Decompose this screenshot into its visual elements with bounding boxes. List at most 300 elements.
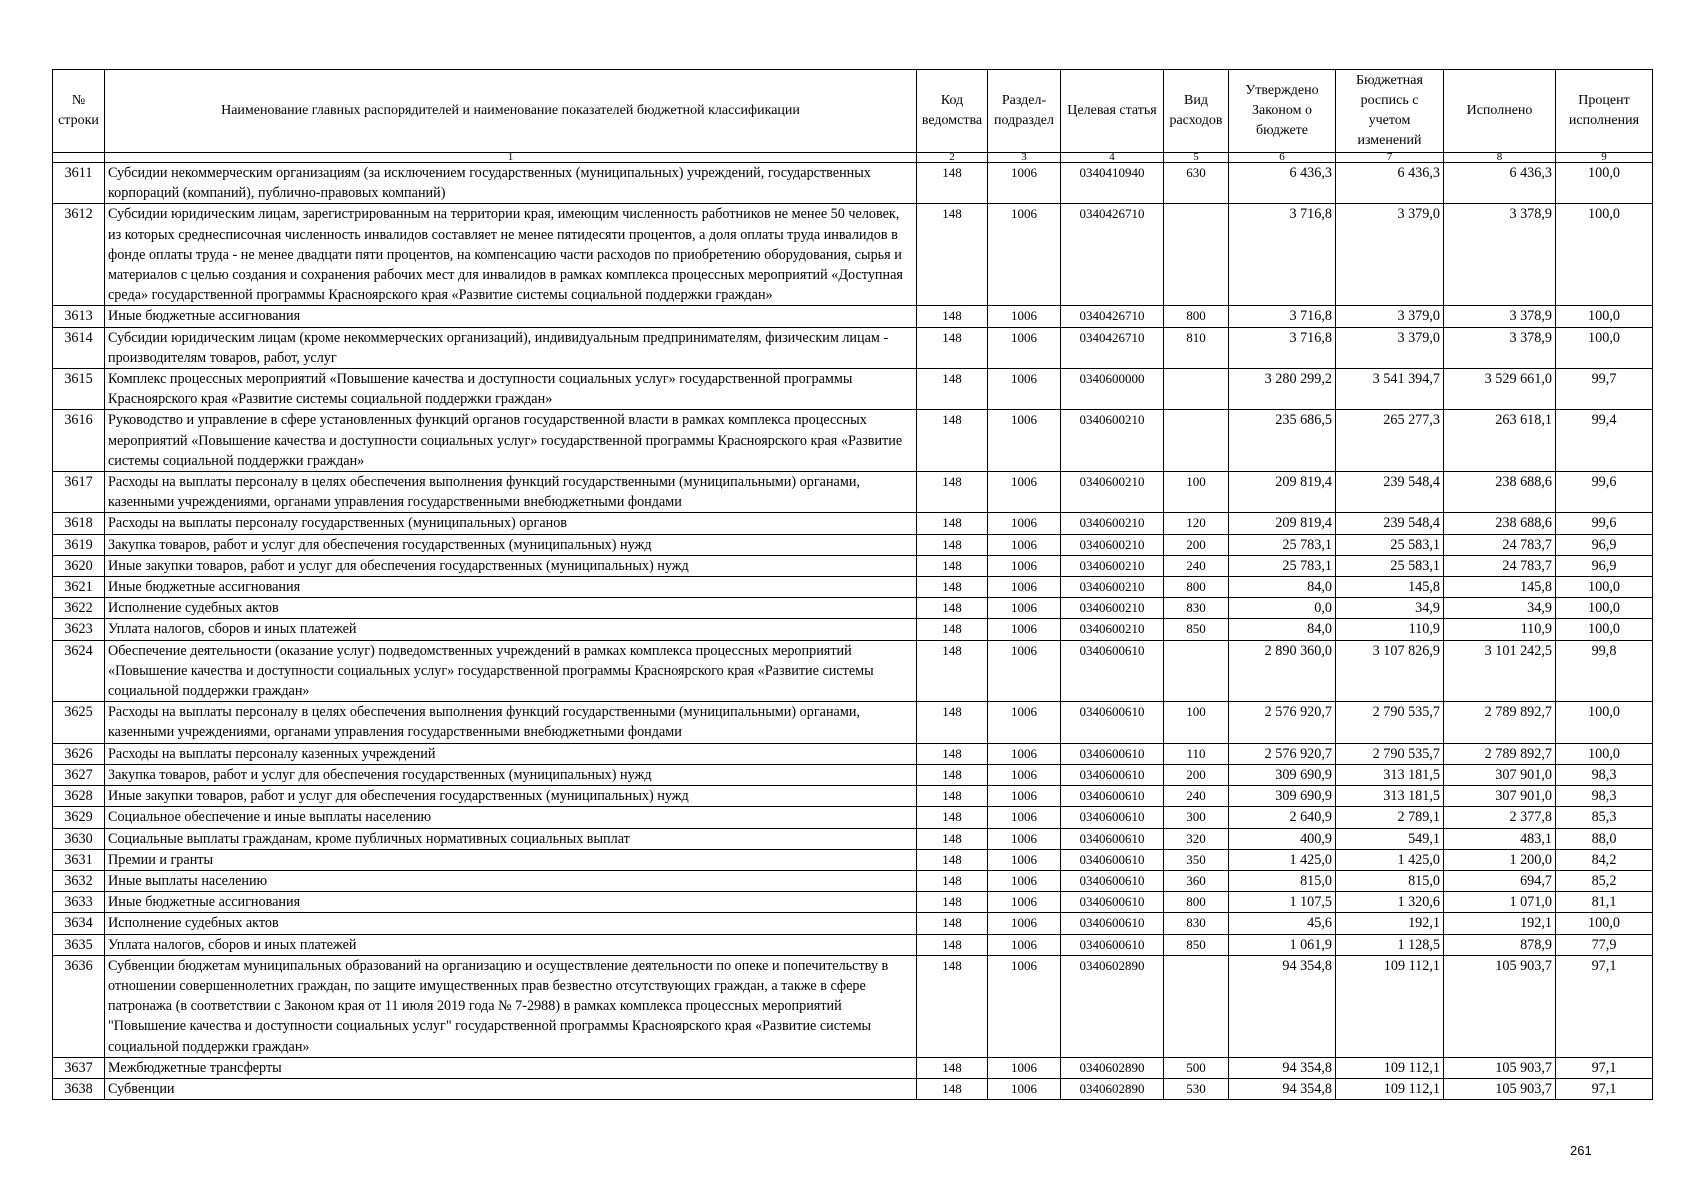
row-name: Субсидии юридическим лицам, зарегистрированным на территории края, имеющим численность работников не менее 50 человек, из которых среднесписочная численность инвалидов составляет не менее пятидесяти процентов, а доля оплаты труда инвалидов в фонде оплаты труда - не менее двадцати пяти процентов, на компенсацию части расходов по приобретению оборудования, сырья и материалов с целью создания и сохранения рабочих мест для инвалидов в рамках комплекса процессных мероприятий «Доступная среда» государственной программы Красноярского края «Развитие системы социальной поддержки граждан» (105, 204, 917, 306)
row-name: Уплата налогов, сборов и иных платежей (105, 934, 917, 955)
execution-percent: 100,0 (1556, 204, 1653, 306)
execution-percent: 99,6 (1556, 472, 1653, 513)
target-article: 0340600610 (1061, 934, 1164, 955)
target-article: 0340600610 (1061, 892, 1164, 913)
target-article: 0340600610 (1061, 640, 1164, 702)
row-name: Расходы на выплаты персоналу государственных (муниципальных) органов (105, 513, 917, 534)
row-number: 3636 (53, 955, 105, 1057)
target-article: 0340600210 (1061, 534, 1164, 555)
section-code: 1006 (988, 955, 1061, 1057)
section-code: 1006 (988, 913, 1061, 934)
executed-amount: 694,7 (1444, 870, 1556, 891)
row-name: Иные бюджетные ассигнования (105, 577, 917, 598)
dept-code: 148 (917, 702, 988, 743)
executed-amount: 2 377,8 (1444, 807, 1556, 828)
row-name: Субвенции (105, 1078, 917, 1099)
dept-code: 148 (917, 555, 988, 576)
dept-code: 148 (917, 870, 988, 891)
expense-type: 120 (1164, 513, 1229, 534)
section-code: 1006 (988, 807, 1061, 828)
budget-amount: 815,0 (1336, 870, 1444, 891)
execution-percent: 97,1 (1556, 1057, 1653, 1078)
table-row (53, 892, 1653, 913)
row-number: 3632 (53, 870, 105, 891)
budget-amount: 239 548,4 (1336, 472, 1444, 513)
dept-code: 148 (917, 955, 988, 1057)
expense-type: 800 (1164, 577, 1229, 598)
dept-code: 148 (917, 472, 988, 513)
expense-type: 630 (1164, 163, 1229, 204)
table-row (53, 577, 1653, 598)
section-code: 1006 (988, 577, 1061, 598)
column-number: 6 (1229, 153, 1336, 163)
section-code: 1006 (988, 204, 1061, 306)
budget-amount: 313 181,5 (1336, 786, 1444, 807)
table-row (53, 204, 1653, 306)
expense-type: 850 (1164, 934, 1229, 955)
row-number: 3617 (53, 472, 105, 513)
execution-percent: 84,2 (1556, 849, 1653, 870)
section-code: 1006 (988, 555, 1061, 576)
executed-amount: 192,1 (1444, 913, 1556, 934)
expense-type: 830 (1164, 598, 1229, 619)
dept-code: 148 (917, 369, 988, 410)
dept-code: 148 (917, 410, 988, 472)
budget-amount: 192,1 (1336, 913, 1444, 934)
row-name: Субсидии некоммерческим организациям (за исключением государственных (муниципальных) учреждений, государственных корпораций (компаний), публично-правовых компаний) (105, 163, 917, 204)
expense-type: 240 (1164, 786, 1229, 807)
column-number: 8 (1444, 153, 1556, 163)
dept-code: 148 (917, 577, 988, 598)
expense-type: 100 (1164, 702, 1229, 743)
approved-amount: 45,6 (1229, 913, 1336, 934)
row-name: Субвенции бюджетам муниципальных образований на организацию и осуществление деятельности по опеке и попечительству в отношении совершеннолетних граждан, по защите имущественных прав безвестно отсутствующих граждан, а также в сфере патронажа (в соответствии с Законом края от 11 июля 2019 года № 7-2988) в рамках комплекса процессных мероприятий "Повышение качества и доступности социальных услуг" государственной программы Красноярского края «Развитие системы социальной поддержки граждан» (105, 955, 917, 1057)
row-name: Расходы на выплаты персоналу в целях обеспечения выполнения функций государственными (муниципальными) органами, казенными учреждениями, органами управления государственными внебюджетными фондами (105, 472, 917, 513)
row-name: Руководство и управление в сфере установленных функций органов государственной власти в рамках комплекса процессных мероприятий «Повышение качества и доступности социальных услуг» государственной программы Красноярского края «Развитие системы социальной поддержки граждан» (105, 410, 917, 472)
approved-amount: 0,0 (1229, 598, 1336, 619)
row-number: 3626 (53, 743, 105, 764)
execution-percent: 100,0 (1556, 163, 1653, 204)
execution-percent: 97,1 (1556, 1078, 1653, 1099)
executed-amount: 1 200,0 (1444, 849, 1556, 870)
executed-amount: 3 378,9 (1444, 306, 1556, 327)
execution-percent: 100,0 (1556, 327, 1653, 368)
budget-amount: 1 425,0 (1336, 849, 1444, 870)
table-row (53, 913, 1653, 934)
target-article: 0340600210 (1061, 513, 1164, 534)
row-number: 3638 (53, 1078, 105, 1099)
table-row (53, 764, 1653, 785)
budget-amount: 1 128,5 (1336, 934, 1444, 955)
section-code: 1006 (988, 870, 1061, 891)
executed-amount: 105 903,7 (1444, 1078, 1556, 1099)
table-row (53, 702, 1653, 743)
column-number-row (53, 153, 1653, 163)
approved-amount: 3 716,8 (1229, 327, 1336, 368)
budget-amount: 2 790 535,7 (1336, 743, 1444, 764)
execution-percent: 99,7 (1556, 369, 1653, 410)
expense-type: 240 (1164, 555, 1229, 576)
execution-percent: 100,0 (1556, 619, 1653, 640)
approved-amount: 400,9 (1229, 828, 1336, 849)
executed-amount: 34,9 (1444, 598, 1556, 619)
approved-amount: 84,0 (1229, 619, 1336, 640)
execution-percent: 97,1 (1556, 955, 1653, 1057)
row-name: Закупка товаров, работ и услуг для обеспечения государственных (муниципальных) нужд (105, 764, 917, 785)
row-number: 3612 (53, 204, 105, 306)
budget-amount: 3 379,0 (1336, 204, 1444, 306)
executed-amount: 145,8 (1444, 577, 1556, 598)
row-name: Иные закупки товаров, работ и услуг для обеспечения государственных (муниципальных) нужд (105, 555, 917, 576)
header-target-article: Целевая статья (1061, 70, 1164, 153)
section-code: 1006 (988, 1078, 1061, 1099)
column-number: 2 (917, 153, 988, 163)
dept-code: 148 (917, 204, 988, 306)
budget-amount: 3 541 394,7 (1336, 369, 1444, 410)
executed-amount: 307 901,0 (1444, 786, 1556, 807)
section-code: 1006 (988, 764, 1061, 785)
executed-amount: 24 783,7 (1444, 555, 1556, 576)
row-number: 3629 (53, 807, 105, 828)
expense-type: 850 (1164, 619, 1229, 640)
header-row-number: № строки (53, 70, 105, 153)
expense-type: 500 (1164, 1057, 1229, 1078)
column-number: 3 (988, 153, 1061, 163)
execution-percent: 99,4 (1556, 410, 1653, 472)
approved-amount: 815,0 (1229, 870, 1336, 891)
row-name: Межбюджетные трансферты (105, 1057, 917, 1078)
approved-amount: 1 107,5 (1229, 892, 1336, 913)
table-row (53, 369, 1653, 410)
target-article: 0340426710 (1061, 204, 1164, 306)
expense-type: 350 (1164, 849, 1229, 870)
approved-amount: 3 716,8 (1229, 204, 1336, 306)
table-row (53, 513, 1653, 534)
executed-amount: 307 901,0 (1444, 764, 1556, 785)
dept-code: 148 (917, 913, 988, 934)
header-expense-type: Вид расходов (1164, 70, 1229, 153)
section-code: 1006 (988, 327, 1061, 368)
table-row (53, 807, 1653, 828)
dept-code: 148 (917, 1057, 988, 1078)
row-number: 3624 (53, 640, 105, 702)
table-row (53, 955, 1653, 1057)
execution-percent: 85,2 (1556, 870, 1653, 891)
row-number: 3620 (53, 555, 105, 576)
target-article: 0340602890 (1061, 1078, 1164, 1099)
column-number: 7 (1336, 153, 1444, 163)
executed-amount: 110,9 (1444, 619, 1556, 640)
row-name: Исполнение судебных актов (105, 598, 917, 619)
approved-amount: 3 716,8 (1229, 306, 1336, 327)
dept-code: 148 (917, 807, 988, 828)
approved-amount: 94 354,8 (1229, 955, 1336, 1057)
target-article: 0340600610 (1061, 828, 1164, 849)
table-row (53, 828, 1653, 849)
execution-percent: 100,0 (1556, 577, 1653, 598)
budget-amount: 6 436,3 (1336, 163, 1444, 204)
executed-amount: 3 378,9 (1444, 204, 1556, 306)
row-name: Социальные выплаты гражданам, кроме публичных нормативных социальных выплат (105, 828, 917, 849)
row-number: 3614 (53, 327, 105, 368)
expense-type: 530 (1164, 1078, 1229, 1099)
expense-type (1164, 410, 1229, 472)
row-number: 3615 (53, 369, 105, 410)
section-code: 1006 (988, 934, 1061, 955)
executed-amount: 105 903,7 (1444, 1057, 1556, 1078)
header-row (53, 70, 1653, 153)
approved-amount: 2 576 920,7 (1229, 702, 1336, 743)
expense-type: 800 (1164, 892, 1229, 913)
row-name: Премии и гранты (105, 849, 917, 870)
header-budget-schedule: Бюджетная роспись с учетом изменений (1336, 70, 1444, 153)
dept-code: 148 (917, 619, 988, 640)
executed-amount: 878,9 (1444, 934, 1556, 955)
executed-amount: 238 688,6 (1444, 513, 1556, 534)
table-row (53, 743, 1653, 764)
target-article: 0340410940 (1061, 163, 1164, 204)
table-row (53, 163, 1653, 204)
row-number: 3637 (53, 1057, 105, 1078)
target-article: 0340426710 (1061, 306, 1164, 327)
row-name: Исполнение судебных актов (105, 913, 917, 934)
column-number: 9 (1556, 153, 1653, 163)
executed-amount: 3 101 242,5 (1444, 640, 1556, 702)
expense-type (1164, 640, 1229, 702)
target-article: 0340600210 (1061, 410, 1164, 472)
row-number: 3635 (53, 934, 105, 955)
section-code: 1006 (988, 786, 1061, 807)
target-article: 0340600610 (1061, 743, 1164, 764)
approved-amount: 84,0 (1229, 577, 1336, 598)
header-section: Раздел-подраздел (988, 70, 1061, 153)
page-number: 261 (1570, 1143, 1592, 1158)
section-code: 1006 (988, 369, 1061, 410)
executed-amount: 6 436,3 (1444, 163, 1556, 204)
table-row (53, 472, 1653, 513)
row-name: Комплекс процессных мероприятий «Повышение качества и доступности социальных услуг» государственной программы Красноярского края «Развитие системы социальной поддержки граждан» (105, 369, 917, 410)
row-name: Субсидии юридическим лицам (кроме некоммерческих организаций), индивидуальным предпринимателям, физическим лицам - производителям товаров, работ, услуг (105, 327, 917, 368)
execution-percent: 88,0 (1556, 828, 1653, 849)
row-number: 3627 (53, 764, 105, 785)
execution-percent: 100,0 (1556, 913, 1653, 934)
execution-percent: 100,0 (1556, 598, 1653, 619)
budget-amount: 2 789,1 (1336, 807, 1444, 828)
row-number: 3630 (53, 828, 105, 849)
executed-amount: 24 783,7 (1444, 534, 1556, 555)
target-article: 0340600610 (1061, 764, 1164, 785)
approved-amount: 3 280 299,2 (1229, 369, 1336, 410)
expense-type (1164, 955, 1229, 1057)
target-article: 0340600210 (1061, 472, 1164, 513)
budget-table (52, 69, 1653, 1100)
section-code: 1006 (988, 598, 1061, 619)
table-row (53, 870, 1653, 891)
row-name: Обеспечение деятельности (оказание услуг) подведомственных учреждений в рамках комплекса процессных мероприятий «Повышение качества и доступности социальных услуг» государственной программы Красноярского края «Развитие системы социальной поддержки граждан» (105, 640, 917, 702)
column-number: 4 (1061, 153, 1164, 163)
approved-amount: 25 783,1 (1229, 534, 1336, 555)
budget-amount: 239 548,4 (1336, 513, 1444, 534)
dept-code: 148 (917, 640, 988, 702)
row-name: Расходы на выплаты персоналу казенных учреждений (105, 743, 917, 764)
budget-amount: 549,1 (1336, 828, 1444, 849)
budget-amount: 25 583,1 (1336, 555, 1444, 576)
budget-amount: 145,8 (1336, 577, 1444, 598)
expense-type: 300 (1164, 807, 1229, 828)
section-code: 1006 (988, 513, 1061, 534)
approved-amount: 209 819,4 (1229, 472, 1336, 513)
dept-code: 148 (917, 163, 988, 204)
budget-amount: 34,9 (1336, 598, 1444, 619)
row-name: Закупка товаров, работ и услуг для обеспечения государственных (муниципальных) нужд (105, 534, 917, 555)
execution-percent: 100,0 (1556, 306, 1653, 327)
target-article: 0340600610 (1061, 849, 1164, 870)
approved-amount: 94 354,8 (1229, 1057, 1336, 1078)
dept-code: 148 (917, 743, 988, 764)
expense-type: 810 (1164, 327, 1229, 368)
approved-amount: 1 425,0 (1229, 849, 1336, 870)
row-name: Расходы на выплаты персоналу в целях обеспечения выполнения функций государственными (муниципальными) органами, казенными учреждениями, органами управления государственными внебюджетными фондами (105, 702, 917, 743)
target-article: 0340600610 (1061, 807, 1164, 828)
table-row (53, 786, 1653, 807)
executed-amount: 2 789 892,7 (1444, 743, 1556, 764)
budget-amount: 2 790 535,7 (1336, 702, 1444, 743)
budget-amount: 3 379,0 (1336, 306, 1444, 327)
section-code: 1006 (988, 640, 1061, 702)
dept-code: 148 (917, 327, 988, 368)
row-number: 3623 (53, 619, 105, 640)
execution-percent: 85,3 (1556, 807, 1653, 828)
execution-percent: 96,9 (1556, 534, 1653, 555)
approved-amount: 235 686,5 (1229, 410, 1336, 472)
table-row (53, 555, 1653, 576)
target-article: 0340600610 (1061, 913, 1164, 934)
row-number: 3618 (53, 513, 105, 534)
section-code: 1006 (988, 306, 1061, 327)
execution-percent: 96,9 (1556, 555, 1653, 576)
row-name: Иные бюджетные ассигнования (105, 892, 917, 913)
header-name: Наименование главных распорядителей и наименование показателей бюджетной классификации (105, 70, 917, 153)
table-row (53, 1057, 1653, 1078)
section-code: 1006 (988, 472, 1061, 513)
execution-percent: 98,3 (1556, 764, 1653, 785)
executed-amount: 2 789 892,7 (1444, 702, 1556, 743)
row-name: Иные бюджетные ассигнования (105, 306, 917, 327)
budget-amount: 3 107 826,9 (1336, 640, 1444, 702)
executed-amount: 263 618,1 (1444, 410, 1556, 472)
target-article: 0340600610 (1061, 702, 1164, 743)
table-row (53, 534, 1653, 555)
row-number: 3628 (53, 786, 105, 807)
table-row (53, 327, 1653, 368)
budget-amount: 1 320,6 (1336, 892, 1444, 913)
target-article: 0340600610 (1061, 786, 1164, 807)
expense-type: 830 (1164, 913, 1229, 934)
column-number: 1 (105, 153, 917, 163)
budget-amount: 109 112,1 (1336, 955, 1444, 1057)
approved-amount: 2 890 360,0 (1229, 640, 1336, 702)
budget-amount: 25 583,1 (1336, 534, 1444, 555)
target-article: 0340602890 (1061, 1057, 1164, 1078)
row-number: 3634 (53, 913, 105, 934)
budget-amount: 109 112,1 (1336, 1078, 1444, 1099)
executed-amount: 105 903,7 (1444, 955, 1556, 1057)
expense-type: 360 (1164, 870, 1229, 891)
section-code: 1006 (988, 702, 1061, 743)
target-article: 0340600610 (1061, 870, 1164, 891)
table-row (53, 1078, 1653, 1099)
executed-amount: 238 688,6 (1444, 472, 1556, 513)
row-number: 3631 (53, 849, 105, 870)
executed-amount: 483,1 (1444, 828, 1556, 849)
row-number: 3613 (53, 306, 105, 327)
row-name: Иные выплаты населению (105, 870, 917, 891)
table-row (53, 849, 1653, 870)
approved-amount: 2 576 920,7 (1229, 743, 1336, 764)
expense-type: 200 (1164, 764, 1229, 785)
execution-percent: 99,6 (1556, 513, 1653, 534)
row-number: 3621 (53, 577, 105, 598)
row-number: 3616 (53, 410, 105, 472)
row-name: Социальное обеспечение и иные выплаты населению (105, 807, 917, 828)
budget-amount: 3 379,0 (1336, 327, 1444, 368)
expense-type: 100 (1164, 472, 1229, 513)
execution-percent: 77,9 (1556, 934, 1653, 955)
dept-code: 148 (917, 892, 988, 913)
approved-amount: 25 783,1 (1229, 555, 1336, 576)
column-number: 5 (1164, 153, 1229, 163)
execution-percent: 98,3 (1556, 786, 1653, 807)
table-row (53, 934, 1653, 955)
executed-amount: 3 378,9 (1444, 327, 1556, 368)
approved-amount: 309 690,9 (1229, 786, 1336, 807)
table-row (53, 598, 1653, 619)
dept-code: 148 (917, 534, 988, 555)
expense-type (1164, 204, 1229, 306)
target-article: 0340600210 (1061, 577, 1164, 598)
section-code: 1006 (988, 892, 1061, 913)
expense-type (1164, 369, 1229, 410)
execution-percent: 100,0 (1556, 743, 1653, 764)
approved-amount: 2 640,9 (1229, 807, 1336, 828)
target-article: 0340426710 (1061, 327, 1164, 368)
expense-type: 800 (1164, 306, 1229, 327)
dept-code: 148 (917, 786, 988, 807)
table-row (53, 306, 1653, 327)
approved-amount: 6 436,3 (1229, 163, 1336, 204)
section-code: 1006 (988, 163, 1061, 204)
section-code: 1006 (988, 1057, 1061, 1078)
executed-amount: 3 529 661,0 (1444, 369, 1556, 410)
table-row (53, 619, 1653, 640)
section-code: 1006 (988, 743, 1061, 764)
expense-type: 320 (1164, 828, 1229, 849)
target-article: 0340600210 (1061, 598, 1164, 619)
row-number: 3619 (53, 534, 105, 555)
dept-code: 148 (917, 1078, 988, 1099)
budget-amount: 313 181,5 (1336, 764, 1444, 785)
target-article: 0340600210 (1061, 555, 1164, 576)
budget-amount: 110,9 (1336, 619, 1444, 640)
row-number: 3611 (53, 163, 105, 204)
dept-code: 148 (917, 598, 988, 619)
dept-code: 148 (917, 828, 988, 849)
approved-amount: 1 061,9 (1229, 934, 1336, 955)
execution-percent: 81,1 (1556, 892, 1653, 913)
execution-percent: 99,8 (1556, 640, 1653, 702)
dept-code: 148 (917, 934, 988, 955)
budget-amount: 265 277,3 (1336, 410, 1444, 472)
